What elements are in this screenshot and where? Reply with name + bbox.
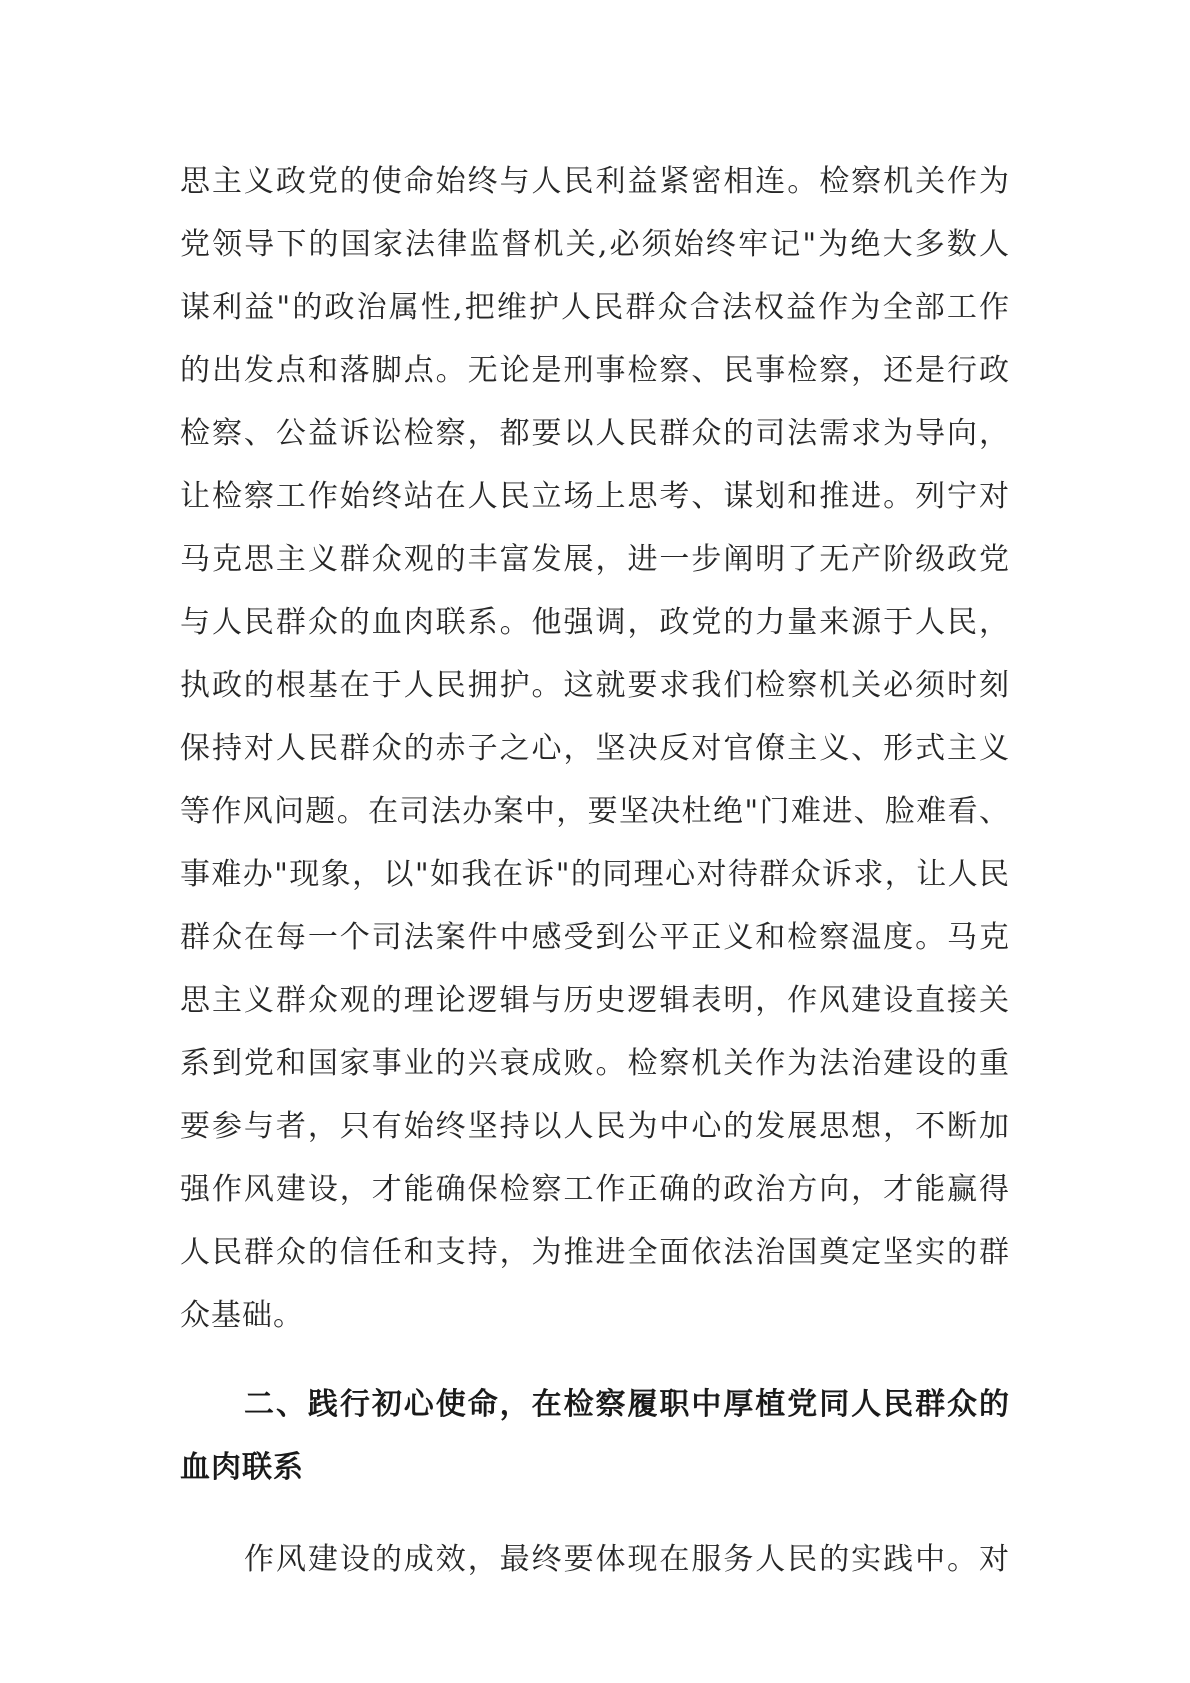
paragraph-line: 谋利益"的政治属性,把维护人民群众合法权益作为全部工作	[180, 290, 1010, 325]
paragraph-line: 让检察工作始终站在人民立场上思考、谋划和推进。列宁对	[180, 479, 1010, 514]
paragraph-line: 与人民群众的血肉联系。他强调，政党的力量来源于人民，	[180, 605, 1010, 640]
section-heading-line: 血肉联系	[180, 1450, 304, 1485]
paragraph-line: 强作风建设，才能确保检察工作正确的政治方向，才能赢得	[180, 1172, 1010, 1207]
paragraph-line: 思主义政党的使命始终与人民利益紧密相连。检察机关作为	[180, 164, 1010, 199]
paragraph-line: 党领导下的国家法律监督机关,必须始终牢记"为绝大多数人	[180, 227, 1010, 262]
paragraph-line: 群众在每一个司法案件中感受到公平正义和检察温度。马克	[180, 920, 1010, 955]
paragraph-line: 马克思主义群众观的丰富发展，进一步阐明了无产阶级政党	[180, 542, 1010, 577]
paragraph-line: 众基础。	[180, 1298, 304, 1333]
paragraph-line: 保持对人民群众的赤子之心，坚决反对官僚主义、形式主义	[180, 731, 1010, 766]
paragraph-line: 执政的根基在于人民拥护。这就要求我们检察机关必须时刻	[180, 668, 1010, 703]
paragraph-line: 系到党和国家事业的兴衰成败。检察机关作为法治建设的重	[180, 1046, 1010, 1081]
paragraph-line: 人民群众的信任和支持，为推进全面依法治国奠定坚实的群	[180, 1235, 1010, 1270]
paragraph-line: 要参与者，只有始终坚持以人民为中心的发展思想，不断加	[180, 1109, 1010, 1144]
body-paragraph	[180, 150, 1010, 1347]
paragraph-line: 等作风问题。在司法办案中，要坚决杜绝"门难进、脸难看、	[180, 794, 1010, 829]
paragraph-line: 事难办"现象，以"如我在诉"的同理心对待群众诉求，让人民	[180, 857, 1010, 892]
paragraph-line: 思主义群众观的理论逻辑与历史逻辑表明，作风建设直接关	[180, 983, 1010, 1018]
next-paragraph	[180, 1528, 1010, 1591]
section-heading	[180, 1373, 1010, 1499]
paragraph-line: 的出发点和落脚点。无论是刑事检察、民事检察，还是行政	[180, 353, 1010, 388]
paragraph-line: 检察、公益诉讼检察，都要以人民群众的司法需求为导向，	[180, 416, 1010, 451]
paragraph-line: 作风建设的成效，最终要体现在服务人民的实践中。对	[244, 1542, 1010, 1577]
section-heading-line: 二、践行初心使命，在检察履职中厚植党同人民群众的	[244, 1387, 1010, 1422]
